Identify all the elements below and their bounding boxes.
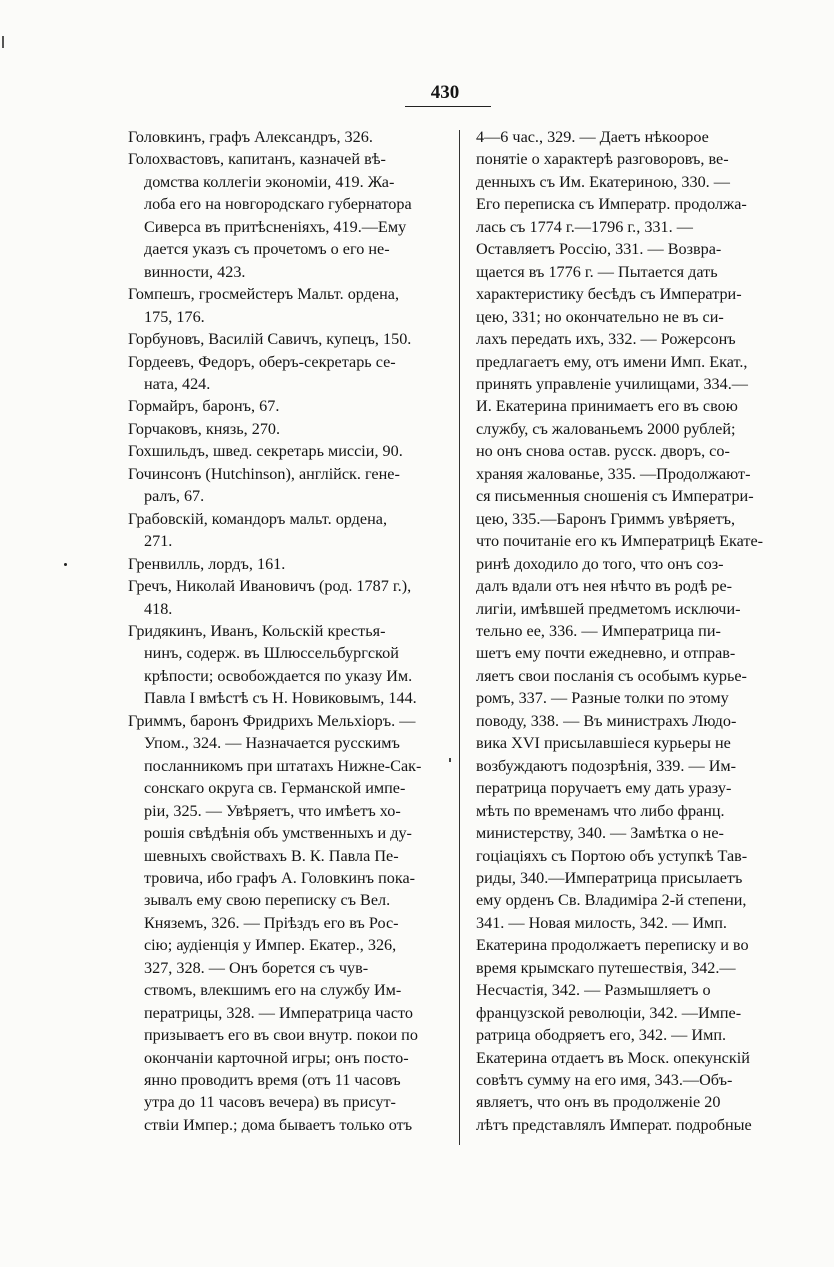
- index-column-right: [476, 126, 770, 1136]
- entry-line: окончаніи карточной игры; онъ посто-: [144, 1048, 409, 1067]
- entry-line: министерству, 340. — Замѣтка о не-: [476, 824, 724, 843]
- index-entry: [128, 283, 446, 328]
- entry-line: нинъ, содерж. въ Шлюссельбургской: [144, 644, 399, 663]
- entry-line: принять управленіе училищами, 334.—: [476, 374, 748, 393]
- index-entry: [128, 710, 446, 1137]
- entry-line: совѣтъ сумму на его имя, 343.—Объ-: [476, 1071, 733, 1090]
- index-entry: [128, 463, 446, 508]
- entry-line: время крымскаго путешествія, 342.—: [476, 958, 736, 977]
- entry-line: лѣтъ представлялъ Императ. подробные: [476, 1115, 752, 1134]
- entry-line: лоба его на новгородскаго губернатора: [144, 195, 412, 214]
- entry-line: ната, 424.: [144, 374, 211, 393]
- page-edge-mark: [2, 36, 4, 48]
- entry-line: возбуждаютъ подозрѣнія, 339. — Им-: [476, 756, 737, 775]
- entry-line: ратрица ободряетъ его, 342. — Имп.: [476, 1026, 727, 1045]
- entry-headline: Горбуновъ, Василій Савичъ, купецъ, 150.: [128, 330, 412, 349]
- index-entry: [128, 553, 446, 575]
- entry-line: Княземъ, 326. — Пріѣздъ его въ Рос-: [144, 913, 399, 932]
- entry-line: далъ вдали отъ нея нѣчто въ родѣ ре-: [476, 577, 733, 596]
- entry-line: но онъ снова остав. русск. дворъ, со-: [476, 442, 730, 461]
- entry-line: тровича, ибо графъ А. Головкинъ пока-: [144, 868, 416, 887]
- entry-line: лахъ передать ихъ, 332. — Рожерсонъ: [476, 330, 736, 349]
- entry-headline: Гриммъ, баронъ Фридрихъ Мельхіоръ. —: [128, 711, 416, 730]
- index-entry: [128, 126, 446, 148]
- entry-line: ляетъ свои посланія съ особымъ курье-: [476, 666, 747, 685]
- entry-line: Сиверса въ притѣсненіяхъ, 419.—Ему: [144, 217, 407, 236]
- index-entry: [128, 328, 446, 350]
- entry-line: лигіи, имѣвшей предметомъ исключи-: [476, 599, 741, 618]
- entry-line: цею, 331; но окончательно не въ си-: [476, 307, 724, 326]
- entry-line: зывалъ ему свою переписку съ Вел.: [144, 891, 391, 910]
- entry-line: предлагаетъ ему, отъ имени Имп. Екат.,: [476, 352, 748, 371]
- entry-line: крѣпости; освобождается по указу Им.: [144, 666, 413, 685]
- entry-line: сію; аудіенція у Импер. Екатер., 326,: [144, 936, 397, 955]
- entry-line: Его переписка съ Императр. продолжа-: [476, 195, 747, 214]
- entry-line: домства коллегіи экономіи, 419. Жа-: [144, 172, 395, 191]
- entry-line: мѣть по временамъ что либо франц.: [476, 801, 725, 820]
- entry-line: рошія свѣдѣнія объ умственныхъ и ду-: [144, 824, 412, 843]
- entry-line: шетъ ему почти ежедневно, и отправ-: [476, 644, 736, 663]
- entry-line: ему орденъ Св. Владиміра 2-й степени,: [476, 891, 747, 910]
- entry-line: риды, 340.—Императрица присылаетъ: [476, 868, 743, 887]
- entry-line: вика XVI присылавшіеся курьеры не: [476, 734, 731, 753]
- index-entry: [128, 418, 446, 440]
- entry-headline: Грабовскій, командоръ мальт. ордена,: [128, 509, 387, 528]
- entry-line: 175, 176.: [144, 307, 205, 326]
- header-rule: [405, 106, 491, 107]
- entry-line: понятіе о характерѣ разговоровъ, ве-: [476, 150, 729, 169]
- index-entry: [128, 508, 446, 553]
- entry-line: сонскаго округа св. Германской импе-: [144, 779, 406, 798]
- entry-line: службу, съ жалованьемъ 2000 рублей;: [476, 419, 736, 438]
- entry-line: лась съ 1774 г.—1796 г., 331. —: [476, 217, 693, 236]
- entry-headline: Гормайръ, баронъ, 67.: [128, 397, 280, 416]
- entry-headline: Голохвастовъ, капитанъ, казначей вѣ-: [128, 150, 386, 169]
- margin-tick: [449, 758, 451, 762]
- entry-line: 418.: [144, 599, 173, 618]
- entry-line: храняя жалованье, 335. —Продолжают-: [476, 464, 751, 483]
- entry-line: ринѣ доходило до того, что онъ соз-: [476, 554, 724, 573]
- entry-line: шевныхъ свойствахъ В. К. Павла Пе-: [144, 846, 399, 865]
- entry-line: И. Екатерина принимаетъ его въ свою: [476, 397, 738, 416]
- entry-line: 4—6 час., 329. — Даетъ нѣкоорое: [476, 128, 709, 146]
- entry-line: поводу, 338. — Въ министрахъ Людо-: [476, 711, 737, 730]
- entry-headline: Гренвилль, лордъ, 161.: [128, 554, 286, 573]
- entry-headline: Гридякинъ, Иванъ, Кольскій крестья-: [128, 621, 386, 640]
- index-entry: [128, 395, 446, 417]
- column-divider: [459, 130, 460, 1145]
- entry-line: посланникомъ при штатахъ Нижне-Сак-: [144, 756, 422, 775]
- entry-line: дается указъ съ прочетомъ о его не-: [144, 240, 390, 259]
- entry-line: Екатерина продолжаетъ переписку и во: [476, 936, 749, 955]
- entry-line: 271.: [144, 532, 173, 551]
- entry-headline: Гохшильдъ, швед. секретарь миссіи, 90.: [128, 442, 403, 461]
- entry-line: Оставляетъ Россію, 331. — Возвра-: [476, 240, 722, 259]
- entry-line: денныхъ съ Им. Екатериною, 330. —: [476, 172, 730, 191]
- entry-line: ствомъ, влекшимъ его на службу Им-: [144, 981, 402, 1000]
- entry-line: 327, 328. — Онъ борется съ чув-: [144, 958, 369, 977]
- entry-line: Упом., 324. — Назначается русскимъ: [144, 734, 400, 753]
- entry-line: 341. — Новая милость, 342. — Имп.: [476, 913, 727, 932]
- page-number: 430: [430, 82, 460, 103]
- entry-line: являетъ, что онъ въ продолженіе 20: [476, 1093, 721, 1112]
- entry-line: янно проводитъ время (отъ 11 часовъ: [144, 1071, 401, 1090]
- entry-line: щается въ 1776 г. — Пытается дать: [476, 262, 718, 281]
- entry-headline: Гочинсонъ (Hutchinson), англійск. гене-: [128, 464, 400, 483]
- entry-line: утра до 11 часовъ вечера) въ присут-: [144, 1093, 396, 1112]
- entry-headline: Головкинъ, графъ Александръ, 326.: [128, 128, 373, 146]
- entry-line: Екатерина отдаетъ въ Моск. опекунскій: [476, 1048, 750, 1067]
- entry-line: ріи, 325. — Увѣряетъ, что имѣетъ хо-: [144, 801, 401, 820]
- entry-line: ператрица поручаетъ ему дать уразу-: [476, 779, 732, 798]
- entry-line: что почитаніе его къ Императрицѣ Екате-: [476, 532, 764, 551]
- index-entry: [128, 351, 446, 396]
- entry-line: Павла I вмѣстѣ съ Н. Новиковымъ, 144.: [144, 689, 417, 708]
- entry-headline: Горчаковъ, князь, 270.: [128, 419, 281, 438]
- entry-line: характеристику бесѣдъ съ Императри-: [476, 285, 742, 304]
- entry-line: тельно ее, 336. — Императрица пи-: [476, 621, 721, 640]
- index-entry: [128, 575, 446, 620]
- entry-line: Несчастія, 342. — Размышляетъ о: [476, 981, 711, 1000]
- entry-line: ператрицы, 328. — Императрица часто: [144, 1003, 414, 1022]
- entry-line: цею, 335.—Баронъ Гриммъ увѣряетъ,: [476, 509, 736, 528]
- entry-line: ромъ, 337. — Разные толки по этому: [476, 689, 729, 708]
- entry-line: призываетъ его въ свои внутр. покои по: [144, 1026, 418, 1045]
- index-entry: [128, 148, 446, 283]
- entry-line: ствіи Импер.; дома бываетъ только отъ: [144, 1115, 413, 1134]
- index-entry: [128, 620, 446, 710]
- entry-headline: Гомпешъ, гросмейстеръ Мальт. ордена,: [128, 285, 400, 304]
- entry-headline: Гордеевъ, Федоръ, оберъ-секретарь се-: [128, 352, 396, 371]
- index-entry: [128, 440, 446, 462]
- entry-line: ся письменныя сношенія съ Императри-: [476, 487, 754, 506]
- entry-line: винности, 423.: [144, 262, 246, 281]
- entry-line: французской революціи, 342. —Импе-: [476, 1003, 742, 1022]
- entry-line: гоціаціяхъ съ Портою объ уступкѣ Тав-: [476, 846, 748, 865]
- entry-headline: Гречъ, Николай Ивановичъ (род. 1787 г.),: [128, 577, 412, 596]
- index-column-left: [128, 126, 446, 1136]
- entry-line: ралъ, 67.: [144, 487, 205, 506]
- margin-dot: [64, 563, 67, 566]
